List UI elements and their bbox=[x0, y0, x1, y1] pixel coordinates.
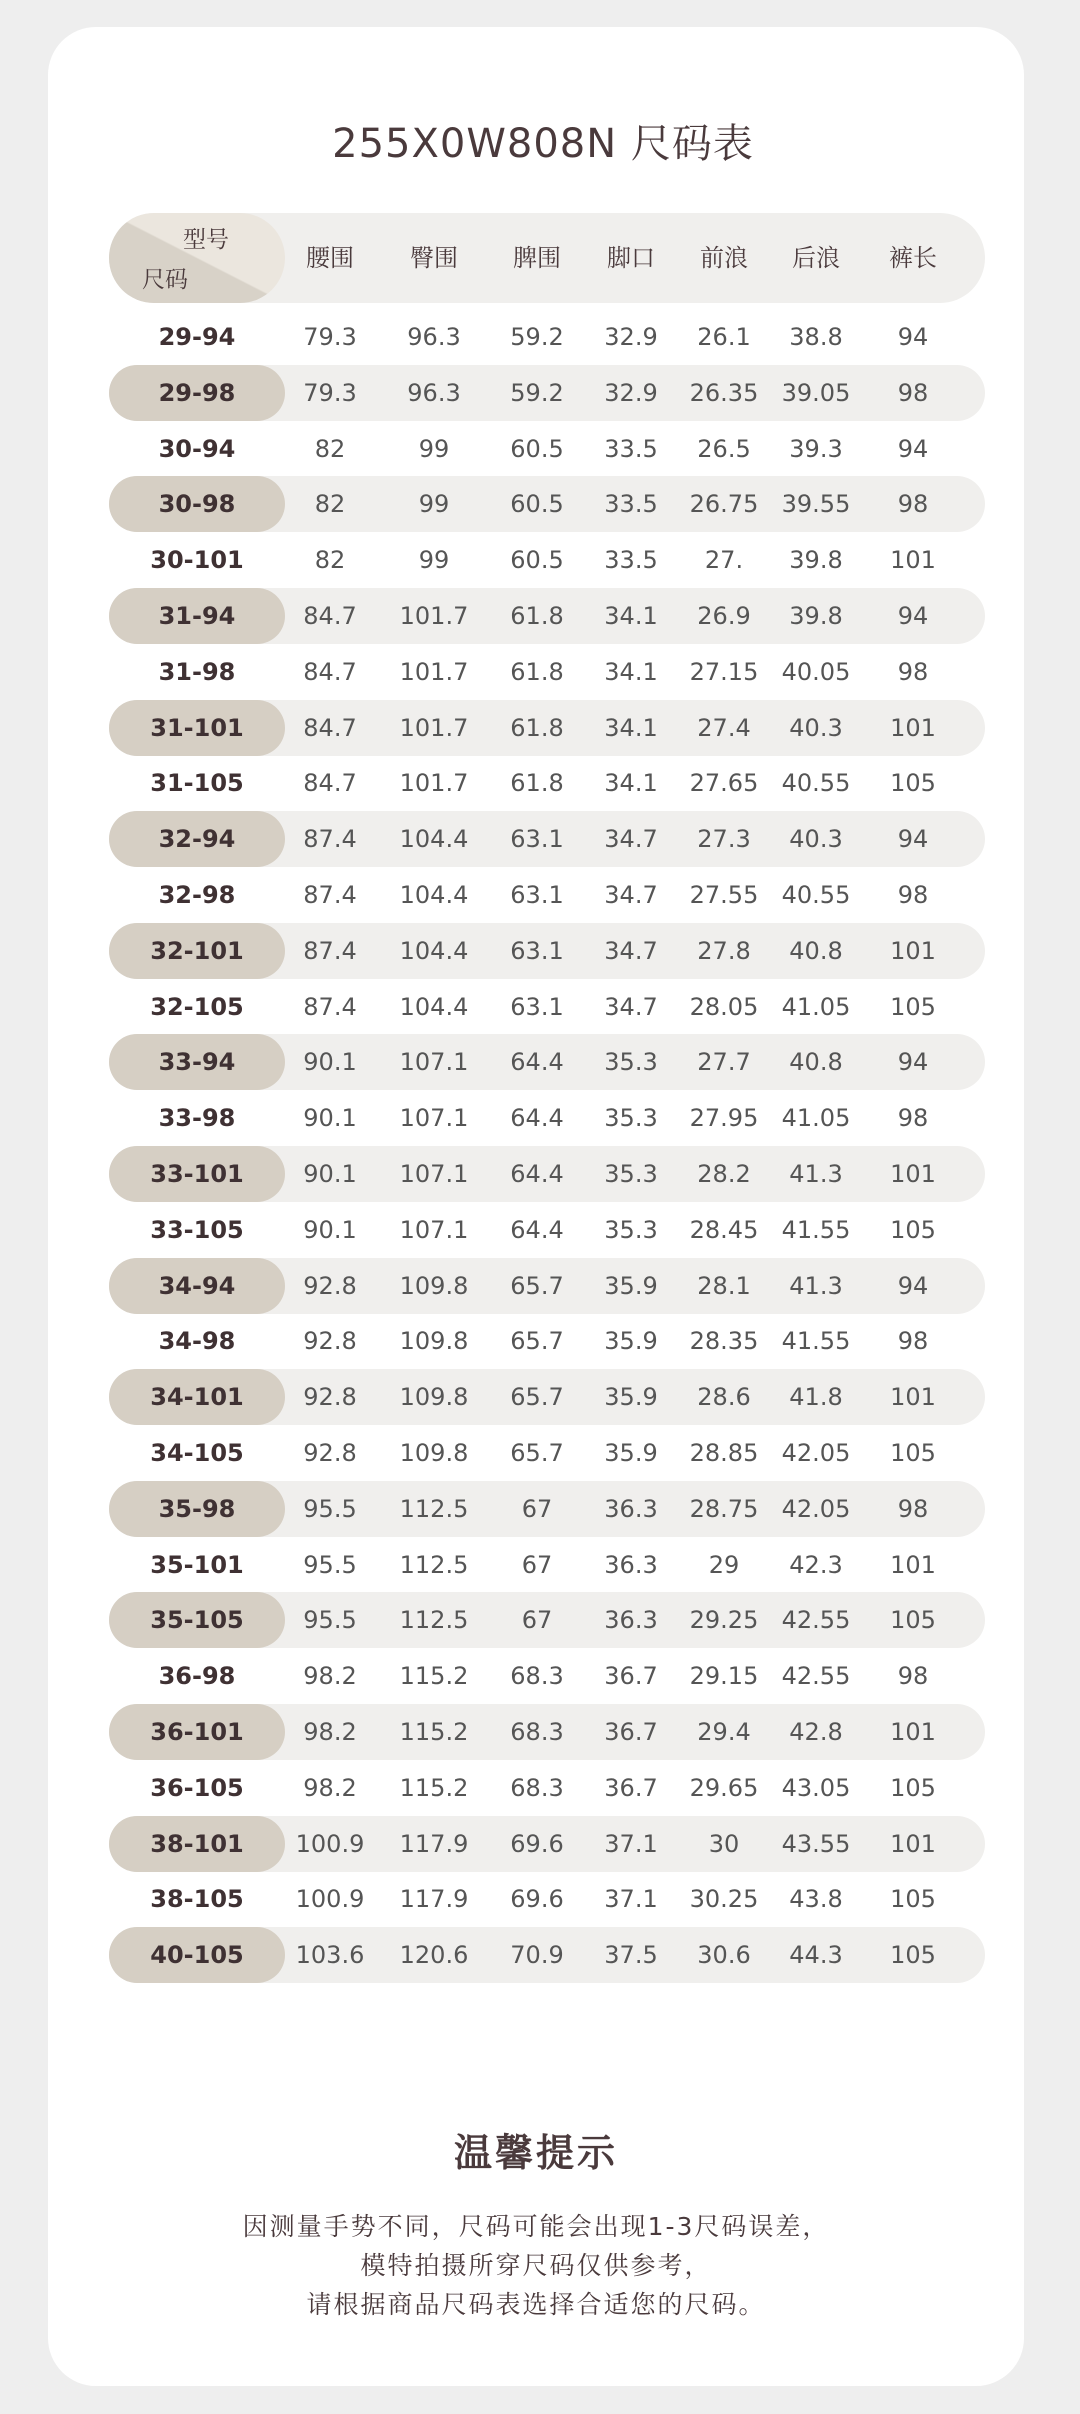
table-row bbox=[109, 644, 985, 700]
value-cell: 101 bbox=[890, 936, 936, 965]
value-cell: 99 bbox=[418, 434, 450, 463]
value-cell: 104.4 bbox=[399, 936, 469, 965]
value-cell: 104.4 bbox=[399, 992, 469, 1021]
value-cell: 27. bbox=[704, 546, 744, 575]
value-cell: 95.5 bbox=[303, 1494, 357, 1523]
table-row bbox=[109, 811, 985, 867]
value-cell: 42.05 bbox=[781, 1494, 851, 1523]
value-cell: 100.9 bbox=[295, 1829, 365, 1858]
value-cell: 64.4 bbox=[510, 1215, 564, 1244]
tips-line: 请根据商品尺码表选择合适您的尺码。 bbox=[306, 2290, 766, 2319]
value-cell: 32.9 bbox=[604, 323, 658, 351]
value-cell: 92.8 bbox=[303, 1383, 357, 1412]
value-cell: 98 bbox=[897, 881, 929, 909]
table-row bbox=[109, 476, 985, 532]
value-cell: 65.7 bbox=[510, 1383, 564, 1412]
value-cell: 68.3 bbox=[510, 1662, 564, 1691]
size-cell: 30-98 bbox=[109, 476, 285, 532]
value-cell: 36.3 bbox=[604, 1606, 658, 1635]
table-row bbox=[109, 1425, 985, 1481]
table-row bbox=[109, 979, 985, 1035]
value-cell: 70.9 bbox=[510, 1941, 564, 1970]
value-cell: 59.2 bbox=[510, 378, 564, 407]
value-cell: 96.3 bbox=[407, 378, 461, 407]
value-cell: 87.4 bbox=[303, 992, 357, 1021]
value-cell: 82 bbox=[314, 546, 346, 575]
value-cell: 35.9 bbox=[604, 1383, 658, 1412]
value-cell: 82 bbox=[314, 490, 346, 519]
value-cell: 40.8 bbox=[789, 936, 843, 965]
value-cell: 112.5 bbox=[399, 1606, 469, 1635]
value-cell: 39.8 bbox=[789, 546, 843, 575]
value-cell: 35.9 bbox=[604, 1271, 658, 1300]
value-cell: 34.1 bbox=[604, 602, 658, 630]
value-cell: 29.25 bbox=[689, 1606, 759, 1635]
column-header: 裤长 bbox=[889, 244, 937, 272]
table-row bbox=[109, 1313, 985, 1369]
value-cell: 117.9 bbox=[399, 1829, 469, 1858]
value-cell: 115.2 bbox=[399, 1662, 469, 1691]
table-row bbox=[109, 1369, 985, 1425]
table-row bbox=[109, 1090, 985, 1146]
table-row bbox=[109, 755, 985, 811]
value-cell: 94 bbox=[897, 1048, 929, 1077]
value-cell: 39.3 bbox=[789, 434, 843, 463]
value-cell: 34.7 bbox=[604, 825, 658, 854]
value-cell: 101 bbox=[890, 1383, 936, 1412]
value-cell: 41.55 bbox=[781, 1215, 851, 1244]
size-cell: 30-94 bbox=[158, 434, 236, 463]
value-cell: 28.35 bbox=[689, 1327, 759, 1356]
value-cell: 98.2 bbox=[303, 1773, 357, 1802]
value-cell: 101 bbox=[890, 1160, 936, 1188]
value-cell: 107.1 bbox=[399, 1104, 469, 1133]
value-cell: 27.3 bbox=[697, 825, 751, 854]
column-header: 前浪 bbox=[700, 244, 748, 272]
value-cell: 87.4 bbox=[303, 936, 357, 965]
value-cell: 94 bbox=[897, 434, 929, 463]
value-cell: 41.3 bbox=[789, 1160, 843, 1188]
value-cell: 94 bbox=[897, 602, 929, 630]
value-cell: 87.4 bbox=[303, 825, 357, 854]
table-row bbox=[109, 365, 985, 421]
value-cell: 96.3 bbox=[407, 323, 461, 351]
table-row bbox=[109, 1704, 985, 1760]
tips-line: 因测量手势不同，尺码可能会出现1-3尺码误差， bbox=[242, 2212, 830, 2241]
value-cell: 27.95 bbox=[689, 1104, 759, 1133]
value-cell: 39.55 bbox=[781, 490, 851, 519]
size-cell: 29-98 bbox=[109, 365, 285, 421]
size-cell: 32-98 bbox=[158, 881, 236, 909]
value-cell: 65.7 bbox=[510, 1439, 564, 1467]
value-cell: 84.7 bbox=[303, 769, 357, 798]
size-cell: 35-101 bbox=[150, 1550, 244, 1579]
value-cell: 26.1 bbox=[697, 323, 751, 351]
value-cell: 101.7 bbox=[399, 602, 469, 630]
value-cell: 44.3 bbox=[789, 1941, 843, 1970]
value-cell: 40.05 bbox=[781, 657, 851, 686]
value-cell: 36.7 bbox=[604, 1718, 658, 1746]
value-cell: 59.2 bbox=[510, 323, 564, 351]
value-cell: 105 bbox=[890, 1773, 936, 1802]
value-cell: 105 bbox=[890, 769, 936, 798]
size-cell: 36-101 bbox=[109, 1704, 285, 1760]
value-cell: 28.75 bbox=[689, 1494, 759, 1523]
value-cell: 87.4 bbox=[303, 881, 357, 909]
table-row bbox=[109, 1648, 985, 1704]
value-cell: 41.8 bbox=[789, 1383, 843, 1412]
value-cell: 35.3 bbox=[604, 1215, 658, 1244]
value-cell: 63.1 bbox=[510, 936, 564, 965]
table-row bbox=[109, 421, 985, 477]
value-cell: 30.6 bbox=[697, 1941, 751, 1970]
size-cell: 32-105 bbox=[150, 992, 244, 1021]
value-cell: 107.1 bbox=[399, 1215, 469, 1244]
value-cell: 99 bbox=[418, 546, 450, 575]
value-cell: 43.8 bbox=[789, 1885, 843, 1914]
tips-line: 模特拍摄所穿尺码仅供参考， bbox=[360, 2251, 712, 2280]
value-cell: 27.65 bbox=[689, 769, 759, 798]
value-cell: 101 bbox=[890, 546, 936, 575]
size-cell: 38-101 bbox=[109, 1816, 285, 1872]
value-cell: 34.1 bbox=[604, 769, 658, 798]
value-cell: 37.1 bbox=[604, 1885, 658, 1914]
size-cell: 34-94 bbox=[109, 1258, 285, 1314]
size-cell: 32-94 bbox=[109, 811, 285, 867]
value-cell: 29.4 bbox=[697, 1718, 751, 1746]
table-row bbox=[109, 1146, 985, 1202]
value-cell: 41.05 bbox=[781, 992, 851, 1021]
value-cell: 94 bbox=[897, 825, 929, 854]
value-cell: 120.6 bbox=[399, 1941, 469, 1970]
value-cell: 101 bbox=[890, 1829, 936, 1858]
table-row bbox=[109, 1537, 985, 1593]
value-cell: 65.7 bbox=[510, 1271, 564, 1300]
corner-size-label: 尺码 bbox=[142, 267, 188, 293]
value-cell: 39.8 bbox=[789, 602, 843, 630]
table-row bbox=[109, 309, 985, 365]
value-cell: 39.05 bbox=[781, 378, 851, 407]
value-cell: 28.6 bbox=[697, 1383, 751, 1412]
value-cell: 112.5 bbox=[399, 1550, 469, 1579]
size-cell: 29-94 bbox=[158, 323, 236, 351]
value-cell: 40.8 bbox=[789, 1048, 843, 1077]
value-cell: 36.7 bbox=[604, 1662, 658, 1691]
value-cell: 33.5 bbox=[604, 434, 658, 463]
size-cell: 31-105 bbox=[150, 769, 244, 798]
value-cell: 28.05 bbox=[689, 992, 759, 1021]
value-cell: 107.1 bbox=[399, 1160, 469, 1188]
table-row bbox=[109, 1202, 985, 1258]
value-cell: 28.45 bbox=[689, 1215, 759, 1244]
value-cell: 29.15 bbox=[689, 1662, 759, 1691]
column-header: 后浪 bbox=[792, 244, 840, 272]
value-cell: 95.5 bbox=[303, 1606, 357, 1635]
value-cell: 61.8 bbox=[510, 657, 564, 686]
value-cell: 27.55 bbox=[689, 881, 759, 909]
value-cell: 33.5 bbox=[604, 546, 658, 575]
table-row bbox=[109, 1481, 985, 1537]
value-cell: 42.05 bbox=[781, 1439, 851, 1467]
column-header: 腰围 bbox=[306, 244, 354, 272]
size-cell: 31-94 bbox=[109, 588, 285, 644]
value-cell: 43.05 bbox=[781, 1773, 851, 1802]
value-cell: 109.8 bbox=[399, 1383, 469, 1412]
value-cell: 41.3 bbox=[789, 1271, 843, 1300]
value-cell: 92.8 bbox=[303, 1271, 357, 1300]
value-cell: 40.55 bbox=[781, 881, 851, 909]
value-cell: 61.8 bbox=[510, 713, 564, 742]
value-cell: 94 bbox=[897, 1271, 929, 1300]
value-cell: 101.7 bbox=[399, 769, 469, 798]
value-cell: 109.8 bbox=[399, 1439, 469, 1467]
value-cell: 40.55 bbox=[781, 769, 851, 798]
value-cell: 98.2 bbox=[303, 1718, 357, 1746]
value-cell: 30 bbox=[708, 1829, 740, 1858]
value-cell: 105 bbox=[890, 1941, 936, 1970]
value-cell: 43.55 bbox=[781, 1829, 851, 1858]
value-cell: 92.8 bbox=[303, 1327, 357, 1356]
value-cell: 26.5 bbox=[697, 434, 751, 463]
value-cell: 90.1 bbox=[303, 1215, 357, 1244]
size-cell: 38-105 bbox=[150, 1885, 244, 1914]
column-header: 脚口 bbox=[607, 244, 655, 272]
value-cell: 40.3 bbox=[789, 825, 843, 854]
value-cell: 64.4 bbox=[510, 1048, 564, 1077]
table-row bbox=[109, 532, 985, 588]
value-cell: 98 bbox=[897, 378, 929, 407]
value-cell: 61.8 bbox=[510, 769, 564, 798]
value-cell: 27.4 bbox=[697, 713, 751, 742]
value-cell: 37.5 bbox=[604, 1941, 658, 1970]
value-cell: 103.6 bbox=[295, 1941, 365, 1970]
value-cell: 34.1 bbox=[604, 657, 658, 686]
table-row bbox=[109, 588, 985, 644]
value-cell: 60.5 bbox=[510, 434, 564, 463]
value-cell: 63.1 bbox=[510, 825, 564, 854]
value-cell: 94 bbox=[897, 323, 929, 351]
size-cell: 34-105 bbox=[150, 1439, 244, 1467]
value-cell: 98 bbox=[897, 490, 929, 519]
size-cell: 36-105 bbox=[150, 1773, 244, 1802]
table-row bbox=[109, 1258, 985, 1314]
value-cell: 95.5 bbox=[303, 1550, 357, 1579]
value-cell: 69.6 bbox=[510, 1829, 564, 1858]
value-cell: 101 bbox=[890, 713, 936, 742]
size-cell: 31-101 bbox=[109, 700, 285, 756]
value-cell: 79.3 bbox=[303, 378, 357, 407]
value-cell: 27.15 bbox=[689, 657, 759, 686]
size-cell: 30-101 bbox=[150, 546, 244, 575]
value-cell: 35.9 bbox=[604, 1439, 658, 1467]
value-cell: 34.7 bbox=[604, 992, 658, 1021]
size-cell: 34-98 bbox=[158, 1327, 236, 1356]
value-cell: 26.9 bbox=[697, 602, 751, 630]
value-cell: 28.1 bbox=[697, 1271, 751, 1300]
value-cell: 104.4 bbox=[399, 881, 469, 909]
value-cell: 35.9 bbox=[604, 1327, 658, 1356]
page-title: 255X0W808N 尺码表 bbox=[332, 121, 754, 167]
value-cell: 29.65 bbox=[689, 1773, 759, 1802]
value-cell: 36.7 bbox=[604, 1773, 658, 1802]
size-cell: 35-105 bbox=[109, 1592, 285, 1648]
value-cell: 42.3 bbox=[789, 1550, 843, 1579]
value-cell: 40.3 bbox=[789, 713, 843, 742]
value-cell: 100.9 bbox=[295, 1885, 365, 1914]
value-cell: 90.1 bbox=[303, 1104, 357, 1133]
table-row bbox=[109, 700, 985, 756]
value-cell: 27.7 bbox=[697, 1048, 751, 1077]
value-cell: 35.3 bbox=[604, 1048, 658, 1077]
value-cell: 104.4 bbox=[399, 825, 469, 854]
size-chart-card bbox=[48, 27, 1024, 2386]
value-cell: 61.8 bbox=[510, 602, 564, 630]
value-cell: 101.7 bbox=[399, 713, 469, 742]
value-cell: 115.2 bbox=[399, 1773, 469, 1802]
table-row bbox=[109, 867, 985, 923]
size-cell: 35-98 bbox=[109, 1481, 285, 1537]
value-cell: 117.9 bbox=[399, 1885, 469, 1914]
value-cell: 90.1 bbox=[303, 1160, 357, 1188]
value-cell: 98 bbox=[897, 657, 929, 686]
value-cell: 105 bbox=[890, 1606, 936, 1635]
value-cell: 36.3 bbox=[604, 1550, 658, 1579]
value-cell: 99 bbox=[418, 490, 450, 519]
value-cell: 42.55 bbox=[781, 1662, 851, 1691]
value-cell: 79.3 bbox=[303, 323, 357, 351]
value-cell: 64.4 bbox=[510, 1104, 564, 1133]
value-cell: 33.5 bbox=[604, 490, 658, 519]
value-cell: 38.8 bbox=[789, 323, 843, 351]
size-cell: 33-98 bbox=[158, 1104, 236, 1133]
value-cell: 28.2 bbox=[697, 1160, 751, 1188]
table-header bbox=[109, 213, 985, 303]
value-cell: 67 bbox=[521, 1494, 553, 1523]
value-cell: 30.25 bbox=[689, 1885, 759, 1914]
value-cell: 35.3 bbox=[604, 1160, 658, 1188]
value-cell: 42.8 bbox=[789, 1718, 843, 1746]
size-table bbox=[109, 213, 985, 1983]
value-cell: 28.85 bbox=[689, 1439, 759, 1467]
value-cell: 109.8 bbox=[399, 1327, 469, 1356]
table-row bbox=[109, 1927, 985, 1983]
value-cell: 68.3 bbox=[510, 1718, 564, 1746]
value-cell: 98 bbox=[897, 1494, 929, 1523]
value-cell: 36.3 bbox=[604, 1494, 658, 1523]
value-cell: 27.8 bbox=[697, 936, 751, 965]
size-cell: 33-105 bbox=[150, 1215, 244, 1244]
value-cell: 115.2 bbox=[399, 1718, 469, 1746]
value-cell: 109.8 bbox=[399, 1271, 469, 1300]
value-cell: 29 bbox=[708, 1550, 740, 1579]
value-cell: 42.55 bbox=[781, 1606, 851, 1635]
table-row bbox=[109, 1592, 985, 1648]
value-cell: 84.7 bbox=[303, 657, 357, 686]
value-cell: 34.1 bbox=[604, 713, 658, 742]
value-cell: 63.1 bbox=[510, 992, 564, 1021]
table-row bbox=[109, 1816, 985, 1872]
header-corner-cell bbox=[109, 213, 285, 303]
value-cell: 98 bbox=[897, 1662, 929, 1691]
table-row bbox=[109, 1034, 985, 1090]
value-cell: 60.5 bbox=[510, 546, 564, 575]
value-cell: 105 bbox=[890, 992, 936, 1021]
value-cell: 63.1 bbox=[510, 881, 564, 909]
value-cell: 41.05 bbox=[781, 1104, 851, 1133]
column-header: 脾围 bbox=[513, 244, 561, 272]
value-cell: 60.5 bbox=[510, 490, 564, 519]
column-header: 臀围 bbox=[410, 244, 458, 272]
value-cell: 26.75 bbox=[689, 490, 759, 519]
value-cell: 37.1 bbox=[604, 1829, 658, 1858]
value-cell: 101.7 bbox=[399, 657, 469, 686]
size-cell: 32-101 bbox=[109, 923, 285, 979]
size-cell: 40-105 bbox=[109, 1927, 285, 1983]
value-cell: 41.55 bbox=[781, 1327, 851, 1356]
table-row bbox=[109, 1760, 985, 1816]
value-cell: 101 bbox=[890, 1718, 936, 1746]
value-cell: 112.5 bbox=[399, 1494, 469, 1523]
value-cell: 68.3 bbox=[510, 1773, 564, 1802]
value-cell: 84.7 bbox=[303, 602, 357, 630]
value-cell: 98.2 bbox=[303, 1662, 357, 1691]
value-cell: 67 bbox=[521, 1606, 553, 1635]
value-cell: 65.7 bbox=[510, 1327, 564, 1356]
size-cell: 36-98 bbox=[158, 1662, 236, 1691]
value-cell: 34.7 bbox=[604, 936, 658, 965]
size-cell: 33-101 bbox=[109, 1146, 285, 1202]
value-cell: 64.4 bbox=[510, 1160, 564, 1188]
value-cell: 105 bbox=[890, 1439, 936, 1467]
value-cell: 90.1 bbox=[303, 1048, 357, 1077]
value-cell: 107.1 bbox=[399, 1048, 469, 1077]
value-cell: 82 bbox=[314, 434, 346, 463]
size-cell: 31-98 bbox=[158, 657, 236, 686]
tips-title: 温馨提示 bbox=[453, 2131, 618, 2175]
value-cell: 105 bbox=[890, 1885, 936, 1914]
size-cell: 34-101 bbox=[109, 1369, 285, 1425]
value-cell: 98 bbox=[897, 1104, 929, 1133]
value-cell: 101 bbox=[890, 1550, 936, 1579]
value-cell: 98 bbox=[897, 1327, 929, 1356]
value-cell: 35.3 bbox=[604, 1104, 658, 1133]
value-cell: 32.9 bbox=[604, 378, 658, 407]
table-row bbox=[109, 1871, 985, 1927]
value-cell: 67 bbox=[521, 1550, 553, 1579]
tips-text bbox=[48, 2207, 1024, 2324]
corner-model-label: 型号 bbox=[183, 227, 229, 253]
value-cell: 84.7 bbox=[303, 713, 357, 742]
size-cell: 33-94 bbox=[109, 1034, 285, 1090]
table-body bbox=[109, 303, 985, 1983]
value-cell: 34.7 bbox=[604, 881, 658, 909]
value-cell: 69.6 bbox=[510, 1885, 564, 1914]
table-row bbox=[109, 923, 985, 979]
value-cell: 26.35 bbox=[689, 378, 759, 407]
value-cell: 105 bbox=[890, 1215, 936, 1244]
value-cell: 92.8 bbox=[303, 1439, 357, 1467]
